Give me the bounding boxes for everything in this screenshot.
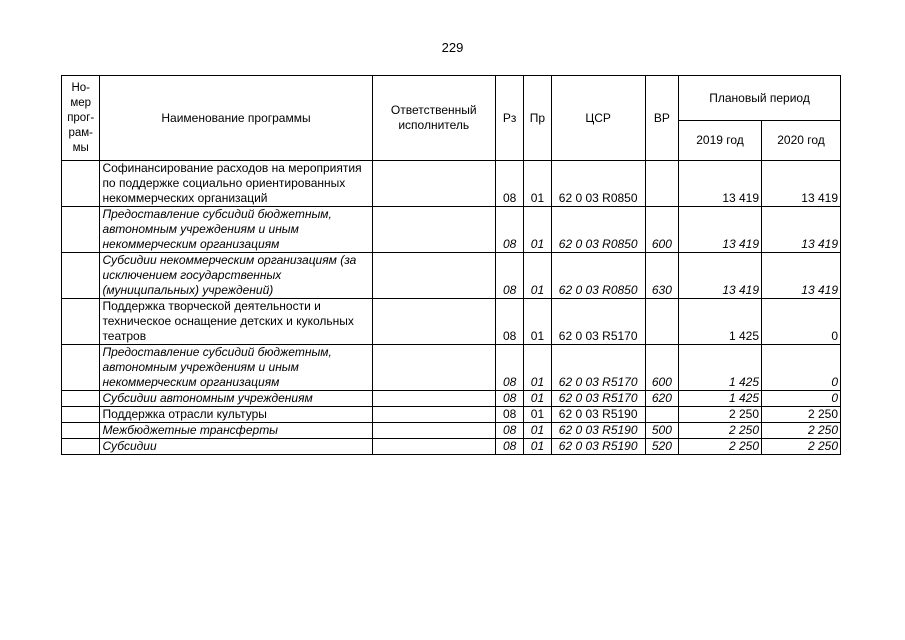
- row-vr: [645, 299, 678, 345]
- row-pr: 01: [524, 439, 551, 455]
- row-2019-value: 2 250: [679, 407, 762, 423]
- row-2019-value: 1 425: [679, 299, 762, 345]
- row-2019-value: 1 425: [679, 345, 762, 391]
- row-csr: 62 0 03 R5190: [551, 439, 645, 455]
- row-2019-value: 1 425: [679, 391, 762, 407]
- table-row: [62, 423, 841, 439]
- row-rz: 08: [495, 161, 523, 207]
- row-pr: 01: [524, 345, 551, 391]
- row-2019-value: 13 419: [679, 253, 762, 299]
- row-csr: 62 0 03 R0850: [551, 161, 645, 207]
- header-pr: Пр: [524, 76, 551, 161]
- header-program-name: Наименование программы: [100, 76, 372, 161]
- budget-table: [61, 75, 841, 455]
- row-2020-value: 13 419: [762, 161, 841, 207]
- row-csr: 62 0 03 R5190: [551, 423, 645, 439]
- row-pr: 01: [524, 299, 551, 345]
- row-2020-value: 13 419: [762, 207, 841, 253]
- row-vr: 620: [645, 391, 678, 407]
- row-2019-value: 13 419: [679, 207, 762, 253]
- header-vr: ВР: [645, 76, 678, 161]
- row-2019-value: 2 250: [679, 423, 762, 439]
- row-vr: [645, 161, 678, 207]
- row-csr: 62 0 03 R5170: [551, 345, 645, 391]
- row-vr: 630: [645, 253, 678, 299]
- row-pr: 01: [524, 253, 551, 299]
- header-program-number: Но-мер прог-рам-мы: [62, 76, 100, 161]
- table-row: [62, 345, 841, 391]
- table-row: [62, 391, 841, 407]
- row-program-name: Межбюджетные трансферты: [100, 423, 372, 439]
- row-2020-value: 2 250: [762, 439, 841, 455]
- row-executor: [372, 253, 495, 299]
- row-vr: 600: [645, 207, 678, 253]
- row-pr: 01: [524, 423, 551, 439]
- row-executor: [372, 391, 495, 407]
- row-program-name: Предоставление субсидий бюджетным, автономным учреждениям и иным некоммерческим организациям: [100, 345, 372, 391]
- row-executor: [372, 161, 495, 207]
- table-row: [62, 439, 841, 455]
- row-2019-value: 13 419: [679, 161, 762, 207]
- row-2019-value: 2 250: [679, 439, 762, 455]
- row-rz: 08: [495, 423, 523, 439]
- row-vr: [645, 407, 678, 423]
- row-program-name: Субсидии автономным учреждениям: [100, 391, 372, 407]
- row-program-name: Поддержка отрасли культуры: [100, 407, 372, 423]
- row-number-cell: [62, 345, 100, 391]
- row-rz: 08: [495, 345, 523, 391]
- row-number-cell: [62, 253, 100, 299]
- row-pr: 01: [524, 407, 551, 423]
- header-csr: ЦСР: [551, 76, 645, 161]
- row-executor: [372, 439, 495, 455]
- header-executor: Ответственный исполнитель: [372, 76, 495, 161]
- table-row: [62, 299, 841, 345]
- row-number-cell: [62, 423, 100, 439]
- row-program-name: Субсидии: [100, 439, 372, 455]
- row-executor: [372, 345, 495, 391]
- row-rz: 08: [495, 407, 523, 423]
- row-pr: 01: [524, 161, 551, 207]
- row-2020-value: 0: [762, 391, 841, 407]
- row-program-name: Субсидии некоммерческим организациям (за исключением государственных (муниципальных) учреждений): [100, 253, 372, 299]
- row-executor: [372, 407, 495, 423]
- row-2020-value: 2 250: [762, 423, 841, 439]
- row-rz: 08: [495, 299, 523, 345]
- header-year-2019: 2019 год: [679, 121, 762, 161]
- header-plan-period: Плановый период: [679, 76, 841, 121]
- row-executor: [372, 423, 495, 439]
- row-2020-value: 0: [762, 345, 841, 391]
- row-2020-value: 13 419: [762, 253, 841, 299]
- row-csr: 62 0 03 R5170: [551, 299, 645, 345]
- row-vr: 600: [645, 345, 678, 391]
- row-number-cell: [62, 407, 100, 423]
- row-pr: 01: [524, 207, 551, 253]
- row-csr: 62 0 03 R5170: [551, 391, 645, 407]
- table-row: [62, 407, 841, 423]
- header-year-2020: 2020 год: [762, 121, 841, 161]
- row-csr: 62 0 03 R5190: [551, 407, 645, 423]
- row-executor: [372, 207, 495, 253]
- row-rz: 08: [495, 439, 523, 455]
- row-program-name: Поддержка творческой деятельности и техническое оснащение детских и кукольных театров: [100, 299, 372, 345]
- row-rz: 08: [495, 207, 523, 253]
- row-number-cell: [62, 207, 100, 253]
- row-pr: 01: [524, 391, 551, 407]
- row-number-cell: [62, 299, 100, 345]
- row-number-cell: [62, 391, 100, 407]
- table-row: [62, 161, 841, 207]
- row-rz: 08: [495, 391, 523, 407]
- row-2020-value: 2 250: [762, 407, 841, 423]
- row-2020-value: 0: [762, 299, 841, 345]
- row-vr: 520: [645, 439, 678, 455]
- row-program-name: Предоставление субсидий бюджетным, автономным учреждениям и иным некоммерческим организациям: [100, 207, 372, 253]
- row-program-name: Софинансирование расходов на мероприятия по поддержке социально ориентированных некоммерческих организаций: [100, 161, 372, 207]
- row-number-cell: [62, 161, 100, 207]
- row-csr: 62 0 03 R0850: [551, 207, 645, 253]
- table-row: [62, 207, 841, 253]
- row-rz: 08: [495, 253, 523, 299]
- row-csr: 62 0 03 R0850: [551, 253, 645, 299]
- row-number-cell: [62, 439, 100, 455]
- row-executor: [372, 299, 495, 345]
- table-row: [62, 253, 841, 299]
- header-rz: Рз: [495, 76, 523, 161]
- page-number: 229: [441, 40, 464, 55]
- row-vr: 500: [645, 423, 678, 439]
